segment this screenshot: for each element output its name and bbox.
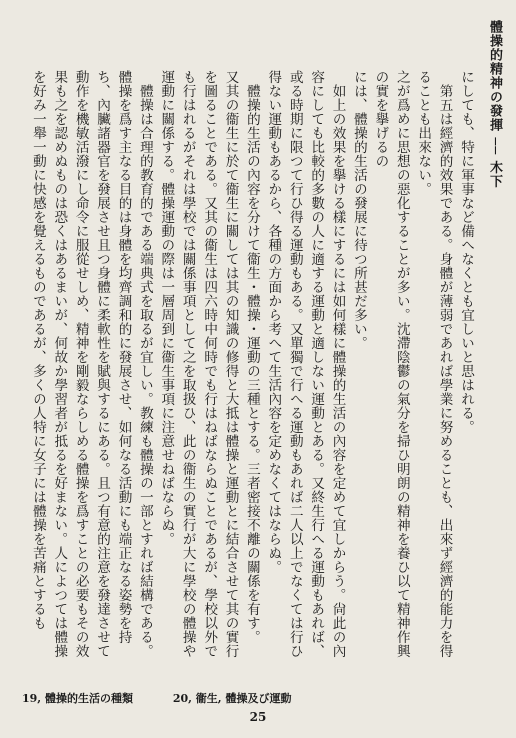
paragraph-4: には、體操的生活の發展に待つ所甚だ多い。 <box>350 70 367 350</box>
footnote-20: 20, 衞生, 體操及び運動 <box>172 692 292 705</box>
paragraph-2: 第五は經濟的效果である。身體が薄弱であれば學業に努めることも、出來ず經濟的能力を得ることも出來ない。 <box>415 70 453 658</box>
paragraph-8: 體操は合理的教育的である端典式を取るが宜しい。教練も體操の一部とすれば結構である。體操を爲す主なる目的は身體を均齊調和的に發展させ、如何なる活動にも端正なる姿勢を持ち、內臟諸器官を發展させ且つ身體に柔軟性を賦與するにある。且つ有意的注意を發達させて動作を機敏活潑にし命令に服從せしめ、精神を剛毅ならしめる體操を爲すことの必要もその效果も之を認めぬものは恐くはあるまいが、何故か學習者が抵るを好まない。人によつては體操を好み一舉一動に快感を覺えるものであるが、多くの人特に女子には體操を苦痛とするも <box>29 70 153 658</box>
paragraph-6: 體操的生活の內容を分けて衞生・體操・運動の三種とする。三者密接不離の關係を有す。 <box>243 83 260 644</box>
paragraph-7: 又其の衞生に於て衞生に關しては其の知識の修得と大抵は體操と運動とに結合させて其の實行を圖ることである。又其の衞生は四六時中何時でも行はねばならぬことであるが、學校以外でも行はれるがそれは學校では關係事項として之を取扱ひ、此の衞生の實行が大に學校の體操や運動に關係する。體操運動の際は一層周到に衞生事項に注意せねばならぬ。 <box>158 70 239 658</box>
running-head: 體操的精神の發揮 ── 木下 <box>487 20 502 189</box>
footnote-headings <box>22 690 327 706</box>
paragraph-1: にしても、特に軍事など備へなくとも宜しいと思はれる。 <box>458 70 474 434</box>
page-number: 25 <box>249 710 267 724</box>
paragraph-3: 之が爲めに思想の惡化することが多い。沈滯陰鬱の氣分を掃ひ明朗の精神を養ひ以て精神作興の實を擧げるの <box>372 70 410 658</box>
paragraph-5: 如上の效果を擧ける樣にするには如何樣に體操的生活の內容を定めて宜しからう。尙此の內容にしても比較的多數の人に適する運動と適しない運動とある。又終生行へる運動もあれば、或る時期に限つて行ひ得る運動もある。又單獨で行へる運動もあれば二人以上でなくては行ひ得ない運動もあるから、各種の方面から考へて生活內容を定めなくてはならぬ。 <box>265 70 346 658</box>
footnote-19: 19, 體操的生活の種類 <box>22 692 133 705</box>
body-text <box>28 70 476 670</box>
